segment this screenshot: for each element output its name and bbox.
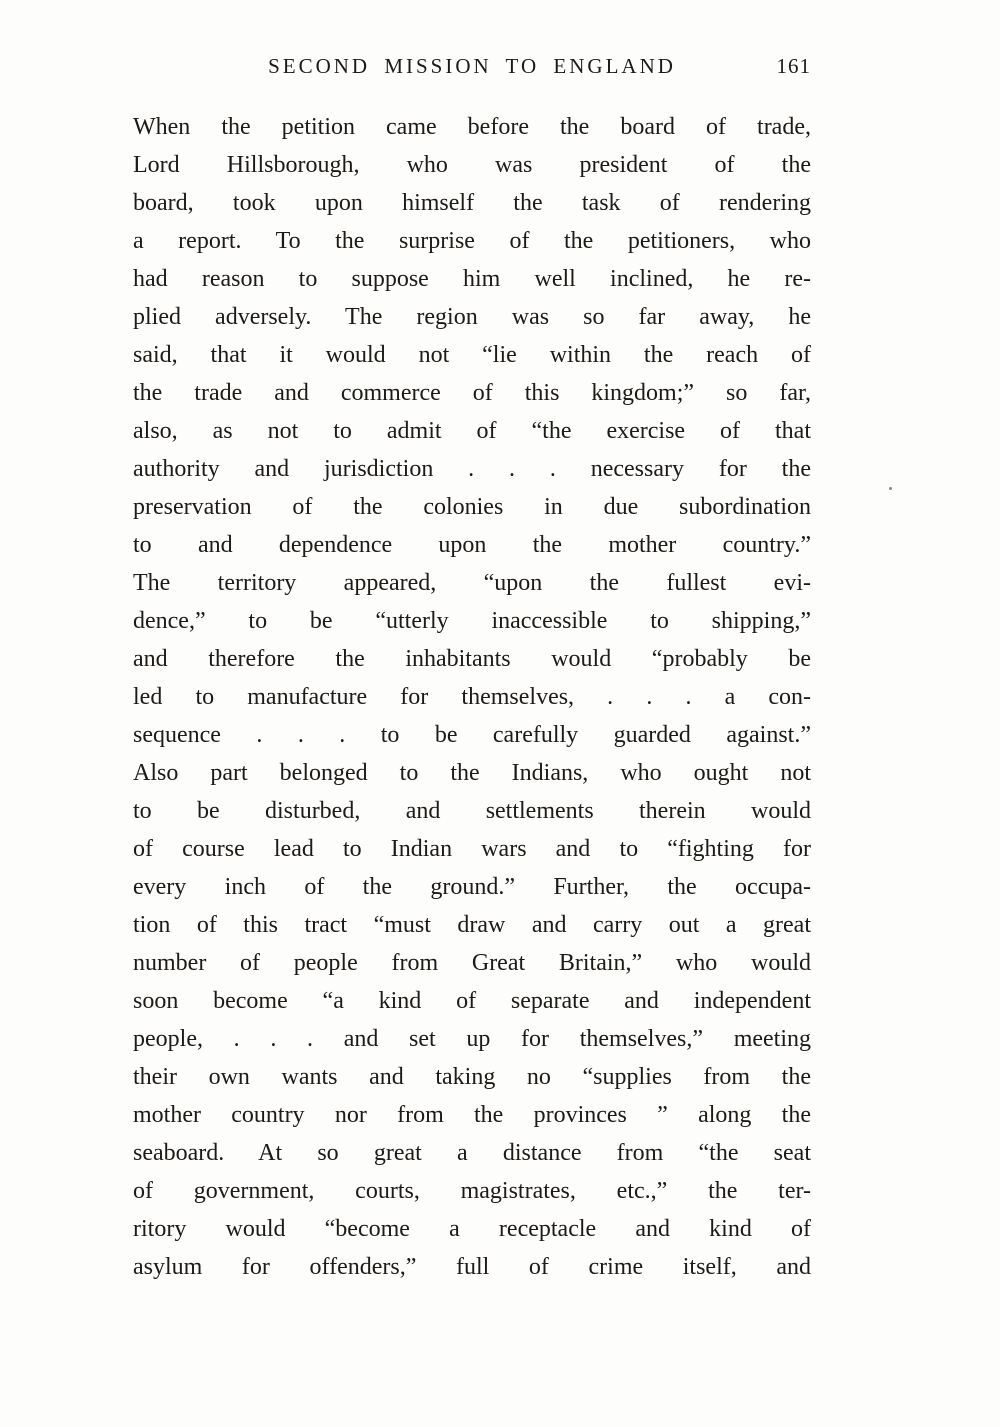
text-line: ritory would “become a receptacle and kind of (133, 1216, 811, 1242)
text-line: said, that it would not “lie within the reach of (133, 342, 811, 368)
text-line: led to manufacture for themselves, . . . a con- (133, 684, 811, 710)
running-title: SECOND MISSION TO ENGLAND (268, 54, 676, 78)
text-line: a report. To the surprise of the petitioners, who (133, 228, 811, 254)
text-line: their own wants and taking no “supplies from the (133, 1064, 811, 1090)
text-line: to be disturbed, and settlements therein would (133, 798, 811, 824)
text-line: people, . . . and set up for themselves,” meeting (133, 1026, 811, 1052)
text-line: seaboard. At so great a distance from “the seat (133, 1140, 811, 1166)
text-line: soon become “a kind of separate and independent (133, 988, 811, 1014)
text-line: mother country nor from the provinces ” along the (133, 1102, 811, 1128)
text-line: When the petition came before the board of trade, (133, 114, 811, 140)
text-line: of government, courts, magistrates, etc.,” the ter- (133, 1178, 811, 1204)
text-line: the trade and commerce of this kingdom;” so far, (133, 380, 811, 406)
text-line: and therefore the inhabitants would “probably be (133, 646, 811, 672)
text-line: number of people from Great Britain,” who would (133, 950, 811, 976)
text-line: plied adversely. The region was so far away, he (133, 304, 811, 330)
text-line: sequence . . . to be carefully guarded against.” (133, 722, 811, 748)
text-line: asylum for offenders,” full of crime itself, and (133, 1254, 811, 1280)
text-line: Also part belonged to the Indians, who ought not (133, 760, 811, 786)
text-column (133, 54, 811, 1286)
text-line: every inch of the ground.” Further, the occupa- (133, 874, 811, 900)
page-number: 161 (776, 54, 811, 78)
text-line: authority and jurisdiction . . . necessary for the (133, 456, 811, 482)
scan-artifact-speck (889, 487, 892, 490)
text-line: Lord Hillsborough, who was president of the (133, 152, 811, 178)
text-line: dence,” to be “utterly inaccessible to shipping,” (133, 608, 811, 634)
text-line: The territory appeared, “upon the fullest evi- (133, 570, 811, 596)
page-header (133, 54, 811, 84)
text-line: of course lead to Indian wars and to “fighting for (133, 836, 811, 862)
text-line: also, as not to admit of “the exercise of that (133, 418, 811, 444)
text-line: preservation of the colonies in due subordination (133, 494, 811, 520)
text-line: had reason to suppose him well inclined, he re- (133, 266, 811, 292)
text-line: board, took upon himself the task of rendering (133, 190, 811, 216)
text-line: tion of this tract “must draw and carry out a great (133, 912, 811, 938)
text-line: to and dependence upon the mother country.” (133, 532, 811, 558)
page-body (133, 108, 811, 1286)
